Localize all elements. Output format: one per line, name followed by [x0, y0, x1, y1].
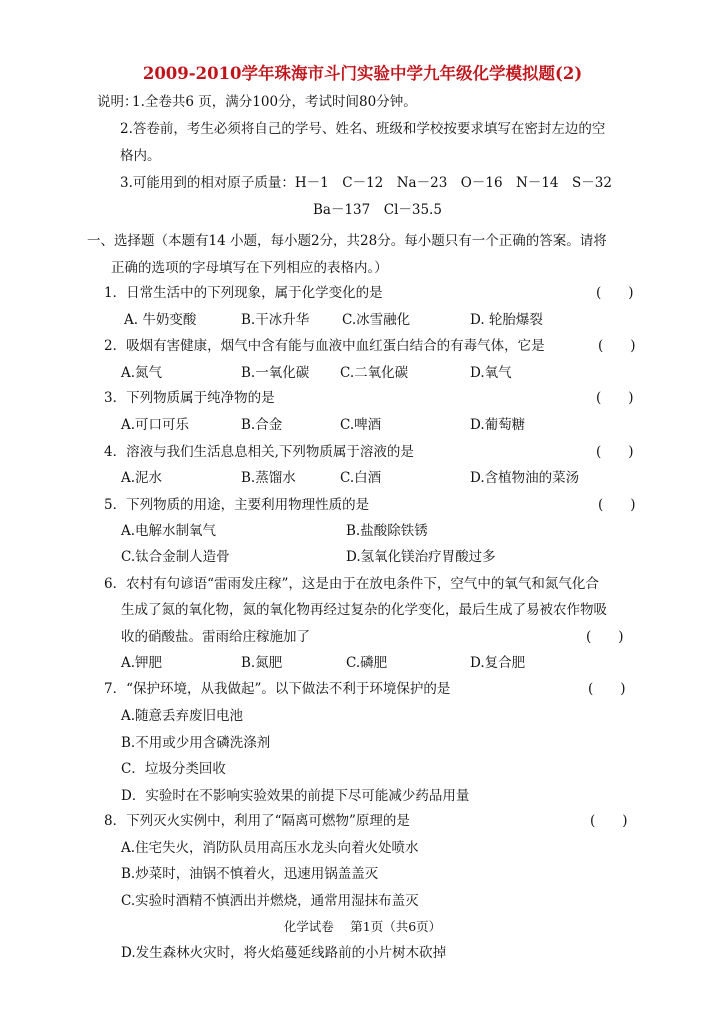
- q7-option-c[interactable]: C．垃圾分类回收: [121, 761, 226, 777]
- question-1-stem: 1．日常生活中的下列现象，属于化学变化的是: [104, 285, 383, 301]
- q3-option-c[interactable]: C.啤酒: [340, 417, 382, 433]
- q2-option-b[interactable]: B.一氧化碳: [241, 365, 310, 381]
- q1-option-a[interactable]: A. 牛奶变酸: [124, 312, 197, 328]
- answer-blank-1[interactable]: ( ): [596, 285, 634, 301]
- notes-label: 说明：: [97, 94, 138, 110]
- answer-blank-6[interactable]: ( ): [586, 629, 624, 645]
- q4-option-b[interactable]: B.蒸馏水: [241, 470, 296, 486]
- q2-option-c[interactable]: C.二氧化碳: [340, 365, 409, 381]
- q5-option-d[interactable]: D.氢氧化镁治疗胃酸过多: [346, 549, 496, 565]
- q8-option-a[interactable]: A.住宅失火，消防队员用高压水龙头向着火处喷水: [121, 840, 419, 856]
- q1-option-d[interactable]: D. 轮胎爆裂: [470, 312, 543, 328]
- answer-blank-2[interactable]: ( ): [598, 338, 636, 354]
- q6-option-a[interactable]: A.钾肥: [121, 655, 163, 671]
- note-line-2a: 2.答卷前，考生必须将自己的学号、姓名、班级和学校按要求填写在密封左边的空: [120, 121, 606, 137]
- question-6-stem-line-1: 6．农村有句谚语“雷雨发庄稼”，这是由于在放电条件下，空气中的氧气和氮气化合: [104, 576, 599, 592]
- q5-option-b[interactable]: B.盐酸除铁锈: [346, 523, 428, 539]
- section-heading-cont: 正确的选项的字母填写在下列相应的表格内。）: [111, 260, 388, 276]
- q2-option-d[interactable]: D.氧气: [470, 365, 512, 381]
- question-5-stem: 5．下列物质的用途，主要利用物理性质的是: [104, 497, 370, 513]
- q6-option-d[interactable]: D.复合肥: [470, 655, 526, 671]
- note-line-1: 1.全卷共6 页，满分100分，考试时间80分钟。: [132, 94, 417, 110]
- q1-option-b[interactable]: B.干冰升华: [241, 312, 310, 328]
- q5-option-c[interactable]: C.钛合金制人造骨: [121, 549, 230, 565]
- question-3-stem: 3．下列物质属于纯净物的是: [104, 390, 275, 406]
- q3-option-a[interactable]: A.可口可乐: [121, 417, 190, 433]
- q7-option-a[interactable]: A.随意丢弃废旧电池: [121, 708, 244, 724]
- answer-blank-4[interactable]: ( ): [596, 444, 634, 460]
- q7-option-d[interactable]: D．实验时在不影响实验效果的前提下尽可能减少药品用量: [121, 788, 470, 804]
- answer-blank-7[interactable]: ( ): [588, 681, 626, 697]
- q3-option-b[interactable]: B.合金: [241, 417, 283, 433]
- q4-option-a[interactable]: A.泥水: [121, 470, 163, 486]
- exam-title: 2009-2010学年珠海市斗门实验中学九年级化学模拟题(2): [142, 64, 583, 83]
- note-line-3b: Ba－137 Cl－35.5: [313, 202, 442, 218]
- q8-option-b[interactable]: B.炒菜时，油锅不慎着火，迅速用锅盖盖灭: [121, 866, 379, 882]
- question-6-stem-line-2: 生成了氮的氧化物，氮的氧化物再经过复杂的化学变化，最后生成了易被农作物吸: [121, 602, 607, 618]
- answer-blank-5[interactable]: ( ): [598, 497, 636, 513]
- q2-option-a[interactable]: A.氮气: [121, 365, 163, 381]
- q4-option-c[interactable]: C.白酒: [340, 470, 382, 486]
- q5-option-a[interactable]: A.电解水制氧气: [121, 523, 217, 539]
- q6-option-c[interactable]: C.磷肥: [346, 655, 388, 671]
- answer-blank-8[interactable]: ( ): [590, 813, 628, 829]
- page-footer: 化学试卷 第1页（共6页）: [283, 919, 442, 934]
- question-6-stem-line-3: 收的硝酸盐。雷雨给庄稼施加了: [121, 629, 310, 645]
- question-2-stem: 2．吸烟有害健康，烟气中含有能与血液中血红蛋白结合的有毒气体，它是: [104, 338, 545, 354]
- q4-option-d[interactable]: D.含植物油的菜汤: [470, 470, 580, 486]
- note-line-2b: 格内。: [120, 148, 161, 164]
- question-7-stem: 7．“保护环境，从我做起”。以下做法不利于环境保护的是: [104, 681, 451, 697]
- section-heading: 一、选择题（本题有14 小题，每小题2分，共28分。每小题只有一个正确的答案。请将: [87, 233, 607, 249]
- q3-option-d[interactable]: D.葡萄糖: [470, 417, 526, 433]
- q6-option-b[interactable]: B.氮肥: [241, 655, 283, 671]
- q8-option-d[interactable]: D.发生森林火灾时，将火焰蔓延线路前的小片树木砍掉: [121, 945, 447, 961]
- q8-option-c[interactable]: C.实验时酒精不慎洒出并燃烧，通常用湿抹布盖灭: [121, 893, 419, 909]
- question-4-stem: 4．溶液与我们生活息息相关,下列物质属于溶液的是: [104, 444, 414, 460]
- answer-blank-3[interactable]: ( ): [596, 390, 634, 406]
- q7-option-b[interactable]: B.不用或少用含磷洗涤剂: [121, 735, 271, 751]
- question-8-stem: 8．下列灭火实例中，利用了“隔离可燃物”原理的是: [104, 813, 410, 829]
- q1-option-c[interactable]: C.冰雪融化: [342, 312, 411, 328]
- note-line-3a: 3.可能用到的相对原子质量：H－1 C－12 Na－23 O－16 N－14 S－32: [120, 175, 612, 191]
